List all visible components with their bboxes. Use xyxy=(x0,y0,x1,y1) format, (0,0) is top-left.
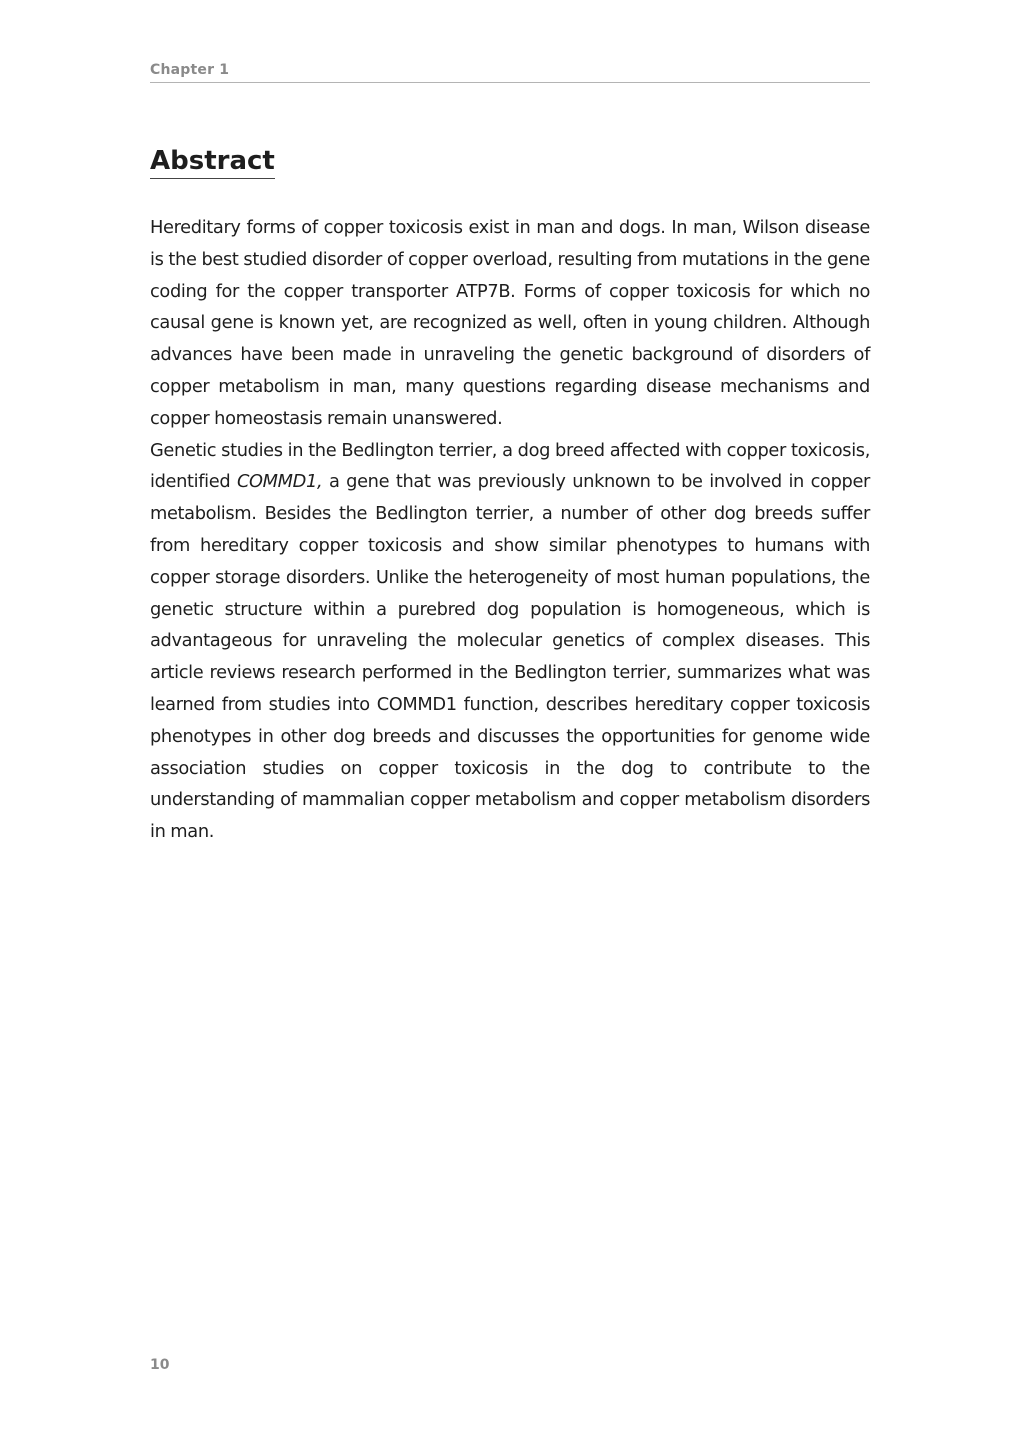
gene-name: COMMD1, xyxy=(236,471,323,493)
paragraph-2-rest: a gene that was previously unknown to be involved in copper metabolism. Besides the Bedlington terrier, a number of other dog breeds suffer from hereditary copper toxicosis and show similar phenotypes to humans with copper storage disorders. Unlike the heterogeneity of most human populations, the genetic structure within a purebred dog population is homogeneous, which is advantageous for unraveling the molecular genetics of complex diseases. This article reviews research performed in the Bedlington terrier, summarizes what was learned from studies into COMMD1 function, describes hereditary copper toxicosis phenotypes in other dog breeds and discusses the opportunities for genome wide association studies on copper toxicosis in the dog to contribute to the understanding of mammalian copper metabolism and copper metabolism disorders in man. xyxy=(150,471,871,843)
abstract-paragraph-1: Hereditary forms of copper toxicosis exist in man and dogs. In man, Wilson disease is the best studied disorder of copper overload, resulting from mutations in the gene coding for the copper transporter ATP7B. Forms of copper toxicosis for which no causal gene is known yet, are recognized as well, often in young children. Although advances have been made in unraveling the genetic background of disorders of copper metabolism in man, many questions regarding disease mechanisms and copper homeostasis remain unanswered. xyxy=(150,217,870,429)
abstract-body xyxy=(150,212,870,848)
page-number: 10 xyxy=(150,1357,170,1373)
chapter-label: Chapter 1 xyxy=(150,62,230,78)
paragraph-2-intro: Genetic studies in the Bedlington terrier, a dog breed affected with copper toxicosis, identified xyxy=(150,439,870,493)
section-title: Abstract xyxy=(150,144,275,179)
abstract-paragraph-2 xyxy=(150,435,870,848)
running-header xyxy=(150,60,870,83)
